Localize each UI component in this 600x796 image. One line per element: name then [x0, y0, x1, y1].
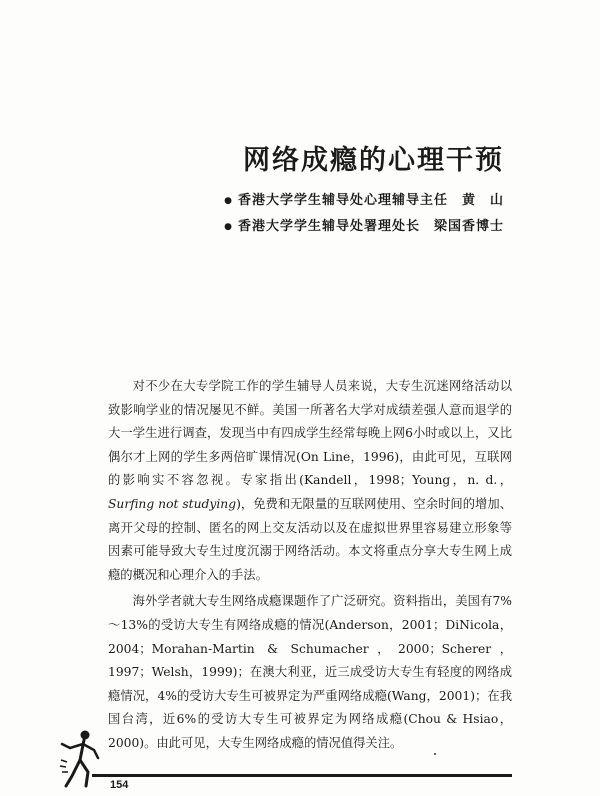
italic-title: Surfing not studying [108, 496, 237, 511]
author-line-1 [224, 189, 504, 208]
author-name: 黄 山 [461, 193, 504, 208]
paragraph-2-text: 海外学者就大专生网络成瘾课题作了广泛研究。资料指出，美国有7%～13%的受访大专生有网络成瘾的情况(Anderson，2001；DiNicola，2004；Morahan-Martin & Schumacher，2000；Scherer，1997；Welsh，1999)；在澳大利亚，近三成受访大专生有轻度的网络成瘾情况，4%的受访大专生可被界定为严重网络成瘾(Wang，2001)；在我国台湾，近6%的受访大专生可被界定为网络成瘾(Chou & Hsiao，2000)。由此可见，大专生网络成瘾的情况值得关注。 [108, 594, 512, 750]
article-title: 网络成瘾的心理干预 [243, 145, 504, 176]
author-line-2 [224, 215, 504, 234]
footer-rule [92, 774, 512, 777]
print-speck [434, 753, 436, 755]
page-number: 154 [110, 779, 129, 791]
author-affiliation: 香港大学学生辅导处署理处长 [237, 219, 420, 234]
article-body [108, 375, 512, 759]
author-name: 梁国香博士 [433, 219, 504, 234]
author-affiliation: 香港大学学生辅导处心理辅导主任 [237, 193, 448, 208]
running-figure-icon [58, 726, 104, 796]
paragraph-1-text-a: 对不少在大专学院工作的学生辅导人员来说，大专生沉迷网络活动以致影响学业的情况屡见不鲜。美国一所著名大学对成绩差强人意而退学的大一学生进行调查，发现当中有四成学生经常每晚上网6小时或以上，又比偶尔才上网的学生多两倍旷课情况(On Line，1996)，由此可见，互联网的影响实不容忽视。专家指出(Kandell，1998；Young，n. d.， [108, 379, 512, 488]
paragraph-2 [108, 590, 512, 755]
bullet-icon: ● [224, 195, 233, 206]
paragraph-1 [108, 375, 512, 587]
paragraph-1-text-b: )，免费和无限量的互联网使用、空余时间的增加、离开父母的控制、匿名的网上交友活动以及在虚拟世界里容易建立形象等因素可能导致大专生过度沉溺于网络活动。本文将重点分享大专生网上成瘾的概况和心理介入的手法。 [108, 496, 512, 582]
bullet-icon: ● [224, 221, 233, 232]
